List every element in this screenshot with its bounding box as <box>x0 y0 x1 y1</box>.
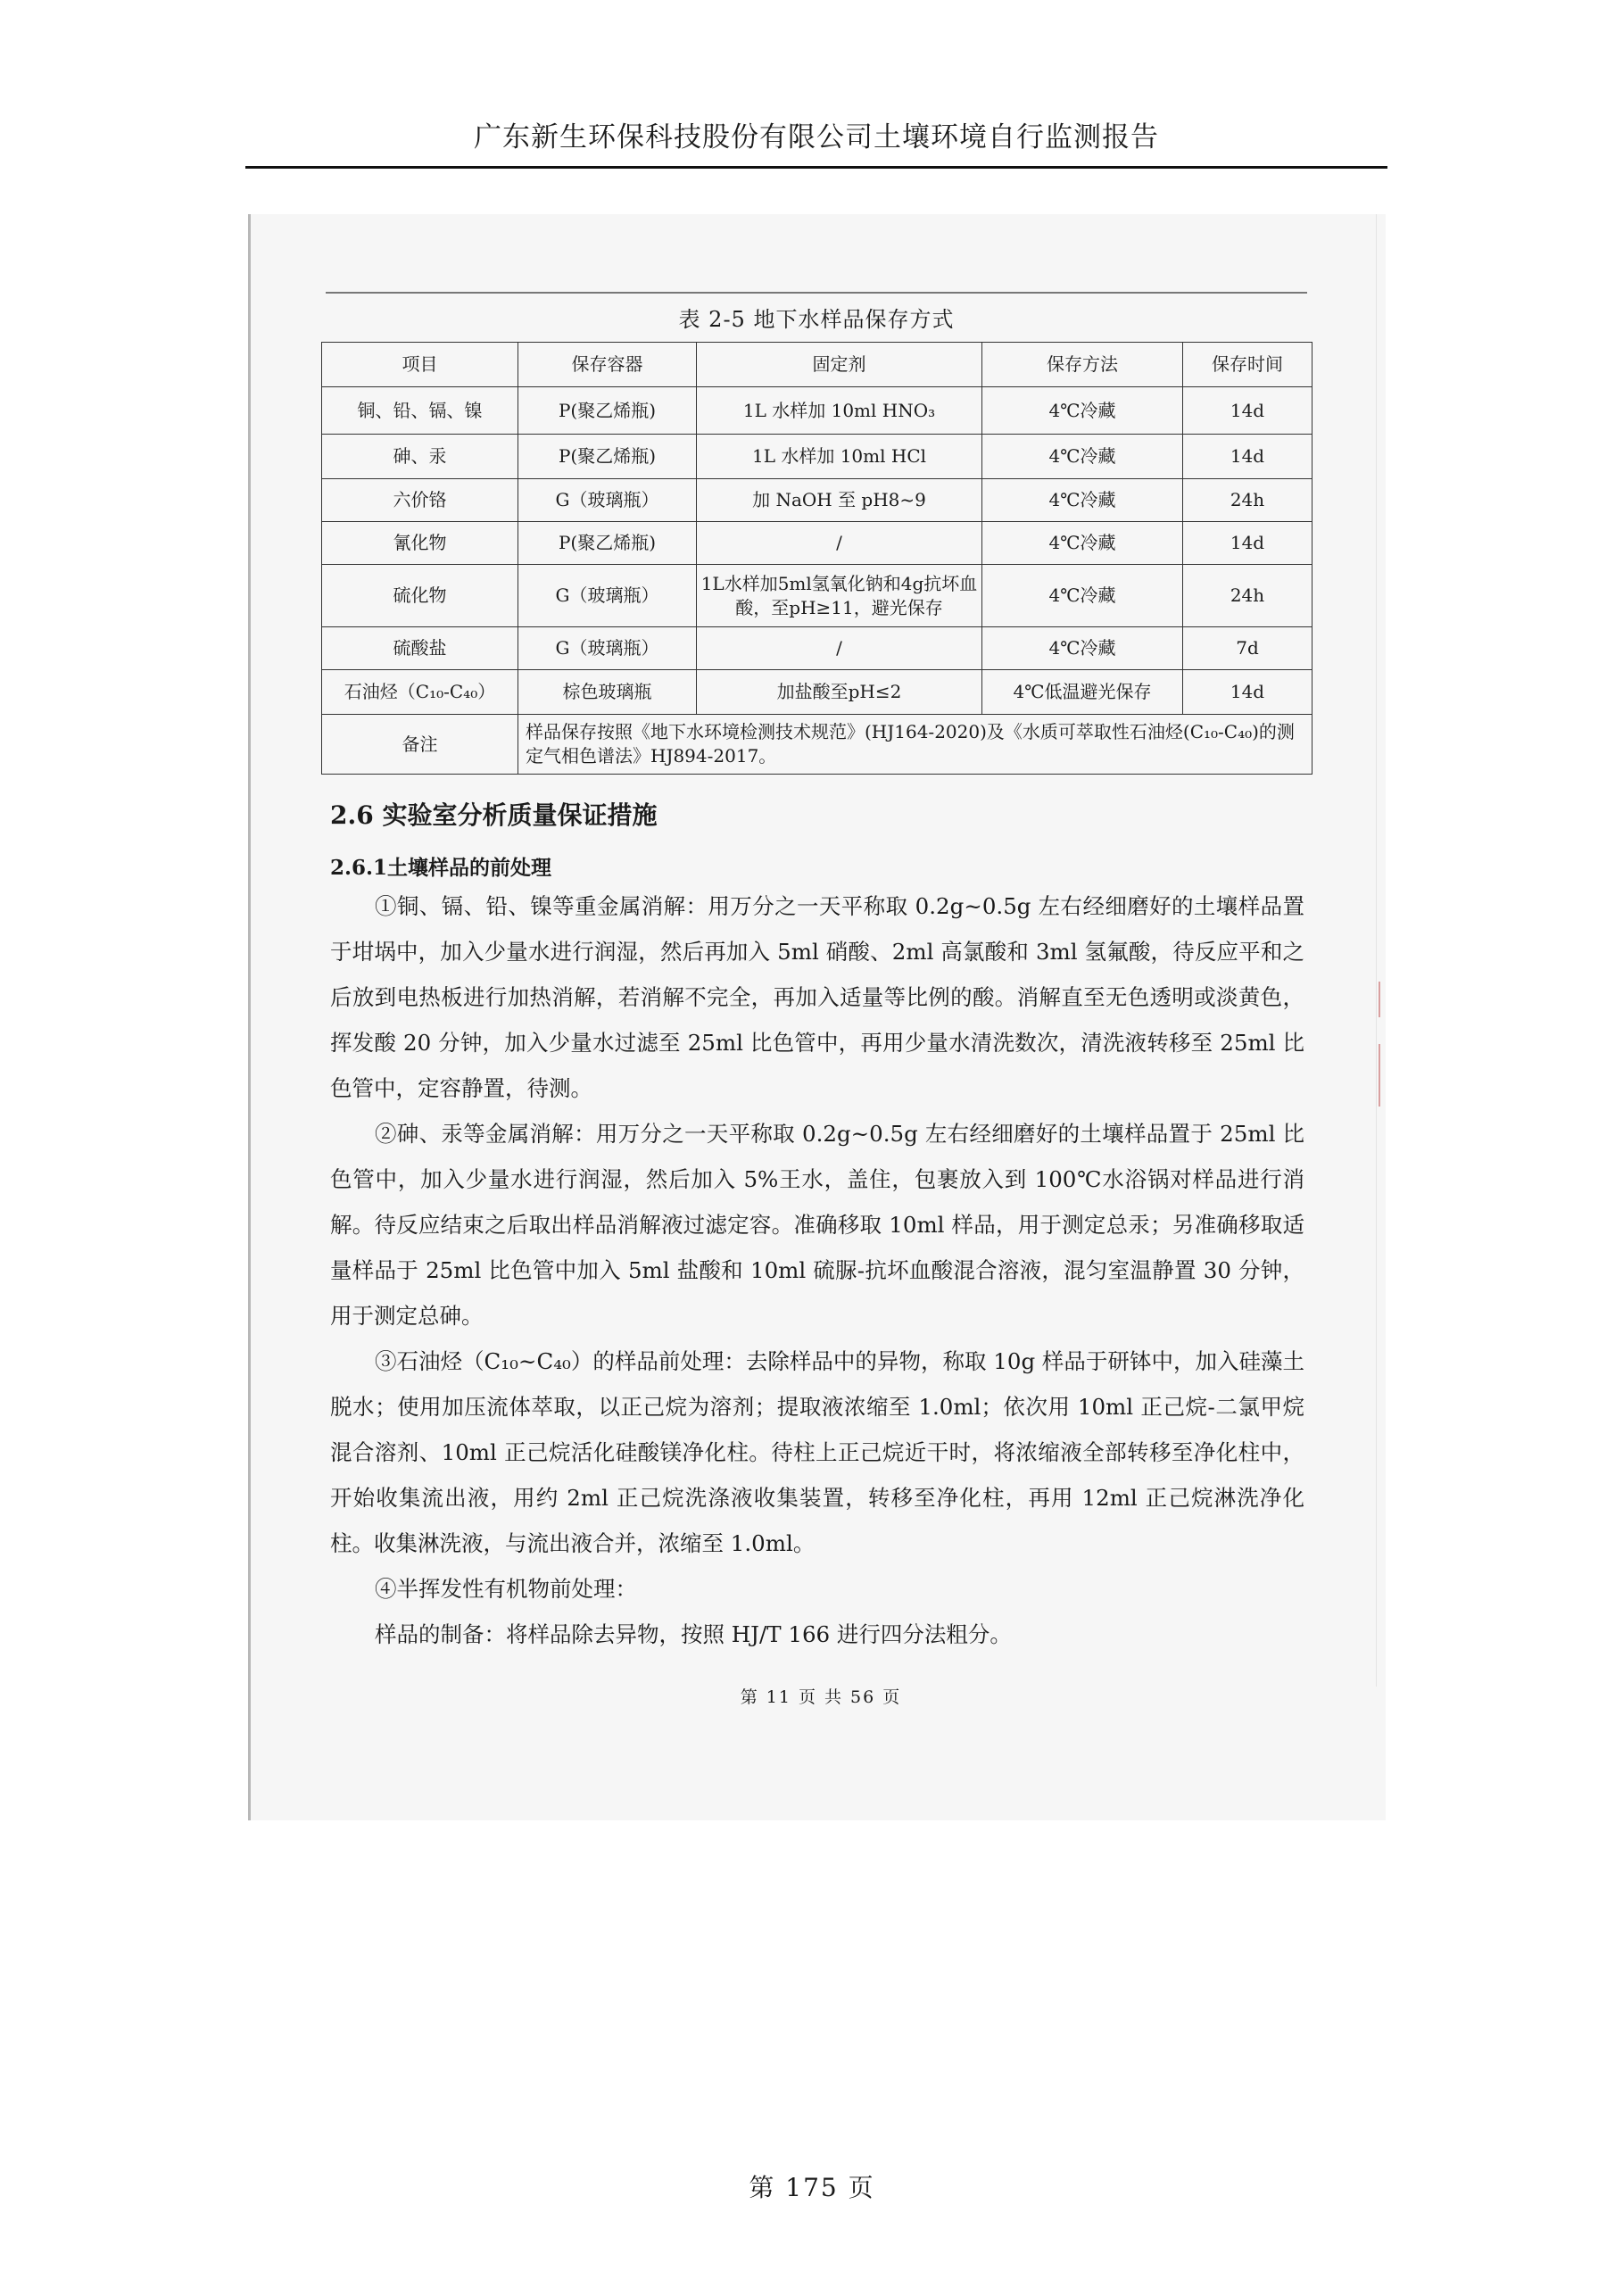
column-header: 保存方法 <box>982 343 1183 387</box>
paragraph: ①铜、镉、铅、镍等重金属消解：用万分之一天平称取 0.2g~0.5g 左右经细磨好的土壤样品置于坩埚中，加入少量水进行润湿，然后再加入 5ml 硝酸、2ml 高氯酸和 3ml 氢氟酸，待反应平和之后放到电热板进行加热消解，若消解不完全，再加入适量等比例的酸。消解直至无色透明或淡黄色，挥发酸 20 分钟，加入少量水过滤至 25ml 比色管中，再用少量水清洗数次，清洗液转移至 25ml 比色管中，定容静置，待测。 <box>330 893 1304 1101</box>
table-cell: 14d <box>1183 387 1312 435</box>
table-cell: 4℃冷藏 <box>982 522 1183 565</box>
note-label: 备注 <box>322 715 518 775</box>
table-cell: 硫酸盐 <box>322 627 518 670</box>
table-row <box>322 435 1312 479</box>
table-cell: / <box>697 522 982 565</box>
scan-edge-line <box>1376 214 1377 1687</box>
table-cell: 铜、铅、镉、镍 <box>322 387 518 435</box>
inner-page-number: 第 11 页 共 56 页 <box>740 1687 902 1707</box>
table-cell: 硫化物 <box>322 565 518 627</box>
table-row <box>322 627 1312 670</box>
table-cell: 1L 水样加 10ml HNO₃ <box>697 387 982 435</box>
paragraph: 样品的制备：将样品除去异物，按照 HJ/T 166 进行四分法粗分。 <box>375 1621 1012 1647</box>
table-cell: / <box>697 627 982 670</box>
table-header-row <box>322 343 1312 387</box>
table-row <box>322 565 1312 627</box>
table-cell: 24h <box>1183 479 1312 522</box>
table-cell: 4℃低温避光保存 <box>982 670 1183 715</box>
table-note-row <box>322 715 1312 775</box>
table-cell: 4℃冷藏 <box>982 479 1183 522</box>
section-heading: 2.6 实验室分析质量保证措施 <box>330 800 658 830</box>
table-cell: 棕色玻璃瓶 <box>518 670 697 715</box>
table-cell: 4℃冷藏 <box>982 627 1183 670</box>
column-header: 保存时间 <box>1183 343 1312 387</box>
table-cell: 六价铬 <box>322 479 518 522</box>
column-header: 固定剂 <box>697 343 982 387</box>
table-cell: 24h <box>1183 565 1312 627</box>
scan-mark <box>1379 1044 1380 1107</box>
table-cell: G（玻璃瓶） <box>518 627 697 670</box>
table-cell: 加盐酸至pH≤2 <box>697 670 982 715</box>
header-divider <box>245 166 1387 169</box>
preservation-table <box>321 342 1312 775</box>
column-header: 保存容器 <box>518 343 697 387</box>
body-text <box>330 883 1304 1657</box>
subsection-heading: 2.6.1土壤样品的前处理 <box>330 856 552 880</box>
table-cell: P(聚乙烯瓶) <box>518 387 697 435</box>
report-header-title: 广东新生环保科技股份有限公司土壤环境自行监测报告 <box>474 121 1159 153</box>
table-cell: G（玻璃瓶） <box>518 565 697 627</box>
table-cell: 4℃冷藏 <box>982 565 1183 627</box>
column-header: 项目 <box>322 343 518 387</box>
table-top-rule <box>326 292 1307 294</box>
table-cell: 7d <box>1183 627 1312 670</box>
paragraph: ④半挥发性有机物前处理： <box>375 1576 637 1602</box>
table-cell: P(聚乙烯瓶) <box>518 435 697 479</box>
table-cell: 14d <box>1183 522 1312 565</box>
paragraph: ②砷、汞等金属消解：用万分之一天平称取 0.2g~0.5g 左右经细磨好的土壤样品置于 25ml 比色管中，加入少量水进行润湿，然后加入 5%王水，盖住，包裹放入到 100℃水浴锅对样品进行消解。待反应结束之后取出样品消解液过滤定容。准确移取 10ml 样品，用于测定总汞；另准确移取适量样品于 25ml 比色管中加入 5ml 盐酸和 10ml 硫脲-抗坏血酸混合溶液，混匀室温静置 30 分钟，用于测定总砷。 <box>330 1121 1304 1329</box>
table-row <box>322 479 1312 522</box>
table-row <box>322 387 1312 435</box>
table-row <box>322 670 1312 715</box>
scan-mark <box>1379 982 1380 1017</box>
table-caption: 表 2-5 地下水样品保存方式 <box>678 307 955 332</box>
table-cell: 氰化物 <box>322 522 518 565</box>
table-cell: P(聚乙烯瓶) <box>518 522 697 565</box>
table-row <box>322 522 1312 565</box>
page-number: 第 175 页 <box>749 2173 875 2202</box>
paragraph: ③石油烃（C₁₀~C₄₀）的样品前处理：去除样品中的异物，称取 10g 样品于研钵中，加入硅藻土脱水；使用加压流体萃取，以正己烷为溶剂；提取液浓缩至 1.0ml；依次用 10ml 正己烷-二氯甲烷混合溶剂、10ml 正己烷活化硅酸镁净化柱。待柱上正己烷近干时，将浓缩液全部转移至净化柱中，开始收集流出液，用约 2ml 正己烷洗涤液收集装置，转移至净化柱，再用 12ml 正己烷淋洗净化柱。收集淋洗液，与流出液合并，浓缩至 1.0ml。 <box>330 1348 1304 1556</box>
table-cell: 加 NaOH 至 pH8~9 <box>697 479 982 522</box>
table-cell: 14d <box>1183 670 1312 715</box>
table-cell: 1L 水样加 10ml HCl <box>697 435 982 479</box>
table-cell: 4℃冷藏 <box>982 435 1183 479</box>
table-cell: 1L水样加5ml氢氧化钠和4g抗坏血酸，至pH≥11，避光保存 <box>697 565 982 627</box>
table-cell: 石油烃（C₁₀-C₄₀） <box>322 670 518 715</box>
table-cell: 4℃冷藏 <box>982 387 1183 435</box>
table-cell: 砷、汞 <box>322 435 518 479</box>
note-text: 样品保存按照《地下水环境检测技术规范》(HJ164-2020)及《水质可萃取性石油烃(C₁₀-C₄₀)的测定气相色谱法》HJ894-2017。 <box>518 715 1312 775</box>
table-cell: 14d <box>1183 435 1312 479</box>
table-cell: G（玻璃瓶） <box>518 479 697 522</box>
